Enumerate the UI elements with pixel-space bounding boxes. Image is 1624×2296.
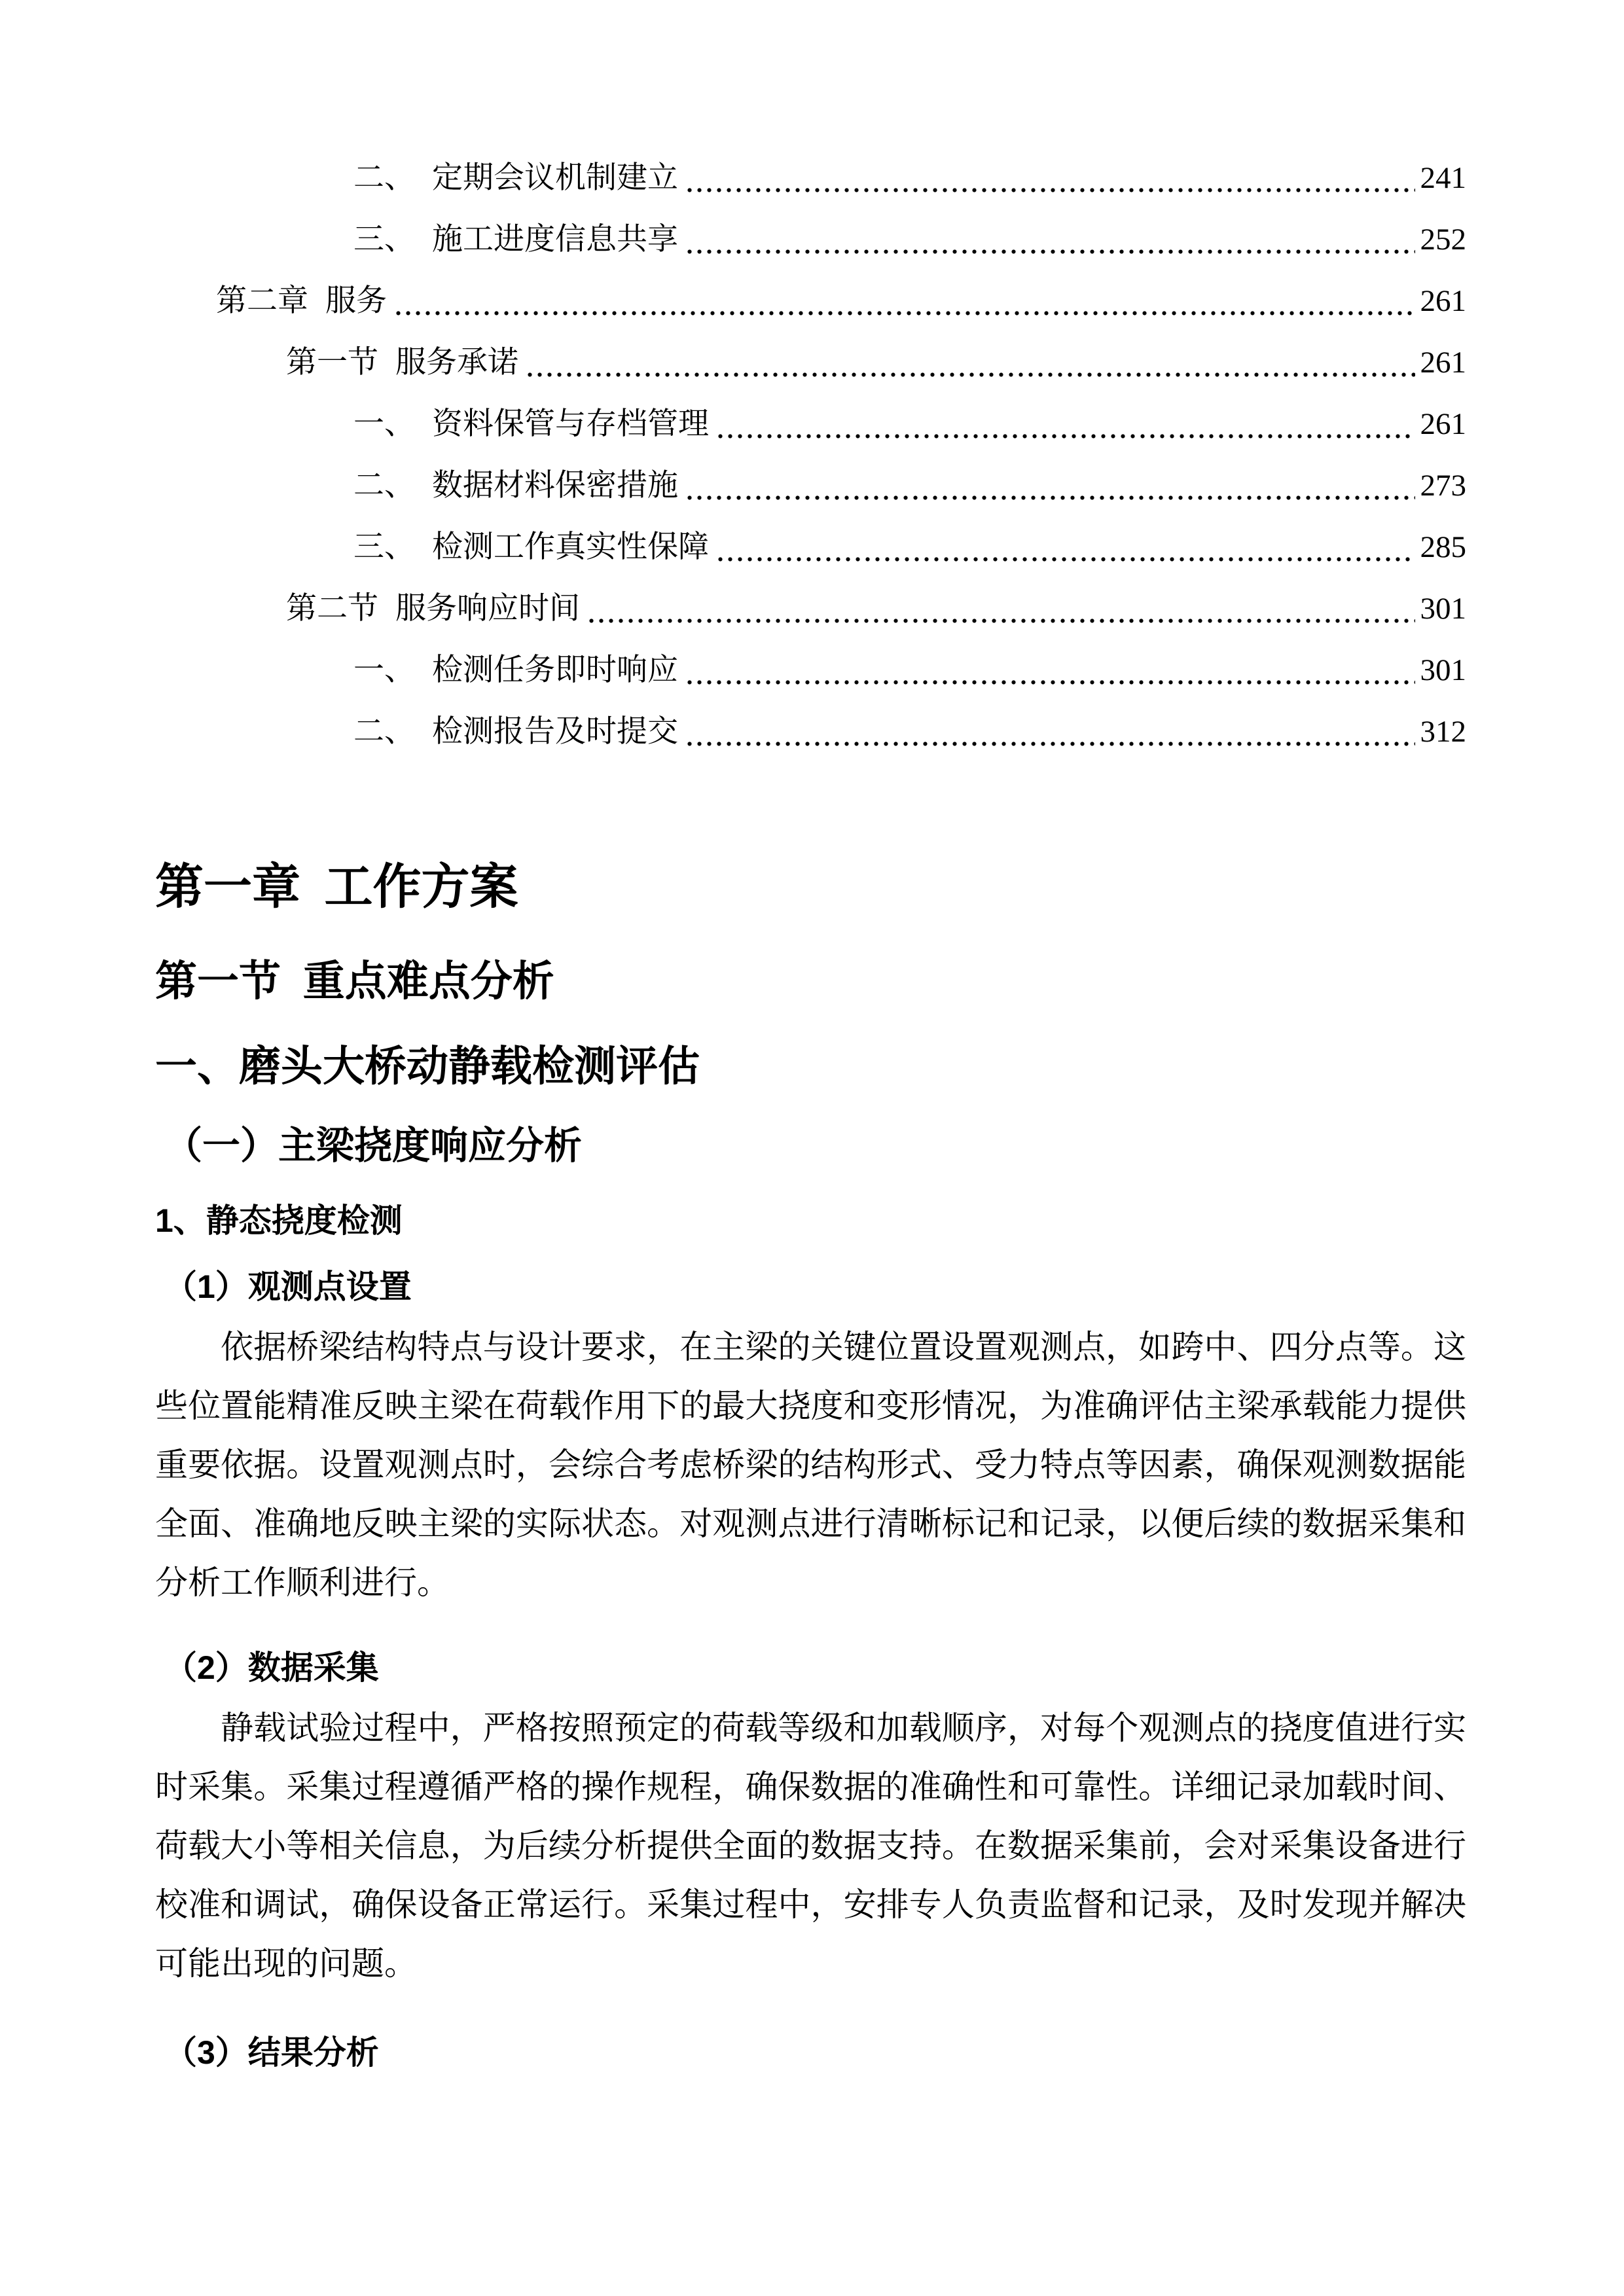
chapter-heading: 第一章 工作方案	[155, 859, 518, 914]
toc-dot-leader	[685, 639, 1415, 701]
toc-entry-5[interactable]	[155, 455, 1466, 516]
topic-heading: 一、磨头大桥动静载检测评估	[155, 1043, 700, 1090]
toc-page-number: 301	[1420, 592, 1466, 626]
toc-page-number: 285	[1420, 530, 1466, 564]
toc-entry-title: 施工进度信息共享	[432, 223, 678, 257]
toc-entry-8[interactable]	[155, 639, 1466, 701]
toc-entry-number: 一、	[353, 407, 415, 441]
toc-page-number: 261	[1420, 346, 1466, 380]
toc-entry-4[interactable]	[155, 393, 1466, 455]
toc-entry-7[interactable]	[155, 578, 1466, 639]
toc-entry-0[interactable]	[155, 147, 1466, 209]
item-heading: 1、静态挠度检测	[155, 1202, 403, 1239]
toc-dot-leader	[685, 701, 1415, 762]
toc-page-number: 301	[1420, 653, 1466, 687]
toc-entry-number: 第二节	[286, 592, 378, 626]
table-of-contents	[155, 147, 1466, 762]
toc-entry-title: 检测任务即时响应	[432, 653, 678, 687]
toc-page-number: 252	[1420, 223, 1466, 257]
toc-entry-title: 服务响应时间	[395, 592, 580, 626]
toc-dot-leader	[715, 393, 1415, 455]
toc-dot-leader	[715, 516, 1415, 578]
point-heading-3: （3）结果分析	[164, 2034, 379, 2071]
body-paragraph-2: 静载试验过程中，严格按照预定的荷载等级和加载顺序，对每个观测点的挠度值进行实时采集。采集过程遵循严格的操作规程，确保数据的准确性和可靠性。详细记录加载时间、荷载大小等相关信息，为后续分析提供全面的数据支持。在数据采集前，会对采集设备进行校准和调试，确保设备正常运行。采集过程中，安排专人负责监督和记录，及时发现并解决可能出现的问题。	[155, 1709, 1466, 1982]
toc-entry-6[interactable]	[155, 516, 1466, 578]
point-heading-1: （1）观测点设置	[164, 1268, 412, 1305]
toc-page-number: 241	[1420, 161, 1466, 195]
toc-entry-number: 二、	[353, 715, 415, 749]
toc-entry-number: 二、	[353, 161, 415, 195]
toc-page-number: 261	[1420, 407, 1466, 441]
toc-entry-title: 服务	[325, 284, 387, 318]
toc-page-number: 261	[1420, 284, 1466, 318]
toc-dot-leader	[525, 332, 1415, 393]
toc-entry-2[interactable]	[155, 270, 1466, 332]
toc-entry-number: 二、	[353, 469, 415, 503]
toc-entry-number: 第一节	[286, 346, 378, 380]
toc-dot-leader	[586, 578, 1415, 639]
subtopic-heading: （一）主梁挠度响应分析	[164, 1124, 583, 1168]
toc-entry-title: 定期会议机制建立	[432, 161, 678, 195]
section-heading: 第一节 重点难点分析	[155, 957, 554, 1005]
toc-entry-title: 检测工作真实性保障	[432, 530, 709, 564]
toc-page-number: 312	[1420, 715, 1466, 749]
toc-entry-number: 三、	[353, 223, 415, 257]
toc-entry-title: 检测报告及时提交	[432, 715, 678, 749]
toc-entry-title: 服务承诺	[395, 346, 518, 380]
toc-entry-title: 数据材料保密措施	[432, 469, 678, 503]
toc-page-number: 273	[1420, 469, 1466, 503]
toc-dot-leader	[685, 147, 1415, 209]
toc-entry-1[interactable]	[155, 209, 1466, 270]
point-heading-2: （2）数据采集	[164, 1649, 379, 1686]
toc-entry-number: 第二章	[216, 284, 308, 318]
toc-entry-number: 三、	[353, 530, 415, 564]
toc-entry-number: 一、	[353, 653, 415, 687]
toc-dot-leader	[685, 455, 1415, 516]
body-paragraph-1: 依据桥梁结构特点与设计要求，在主梁的关键位置设置观测点，如跨中、四分点等。这些位置能精准反映主梁在荷载作用下的最大挠度和变形情况，为准确评估主梁承载能力提供重要依据。设置观测点时，会综合考虑桥梁的结构形式、受力特点等因素，确保观测数据能全面、准确地反映主梁的实际状态。对观测点进行清晰标记和记录，以便后续的数据采集和分析工作顺利进行。	[155, 1328, 1466, 1601]
toc-entry-3[interactable]	[155, 332, 1466, 393]
toc-dot-leader	[393, 270, 1415, 332]
toc-dot-leader	[685, 209, 1415, 270]
toc-entry-9[interactable]	[155, 701, 1466, 762]
toc-entry-title: 资料保管与存档管理	[432, 407, 709, 441]
